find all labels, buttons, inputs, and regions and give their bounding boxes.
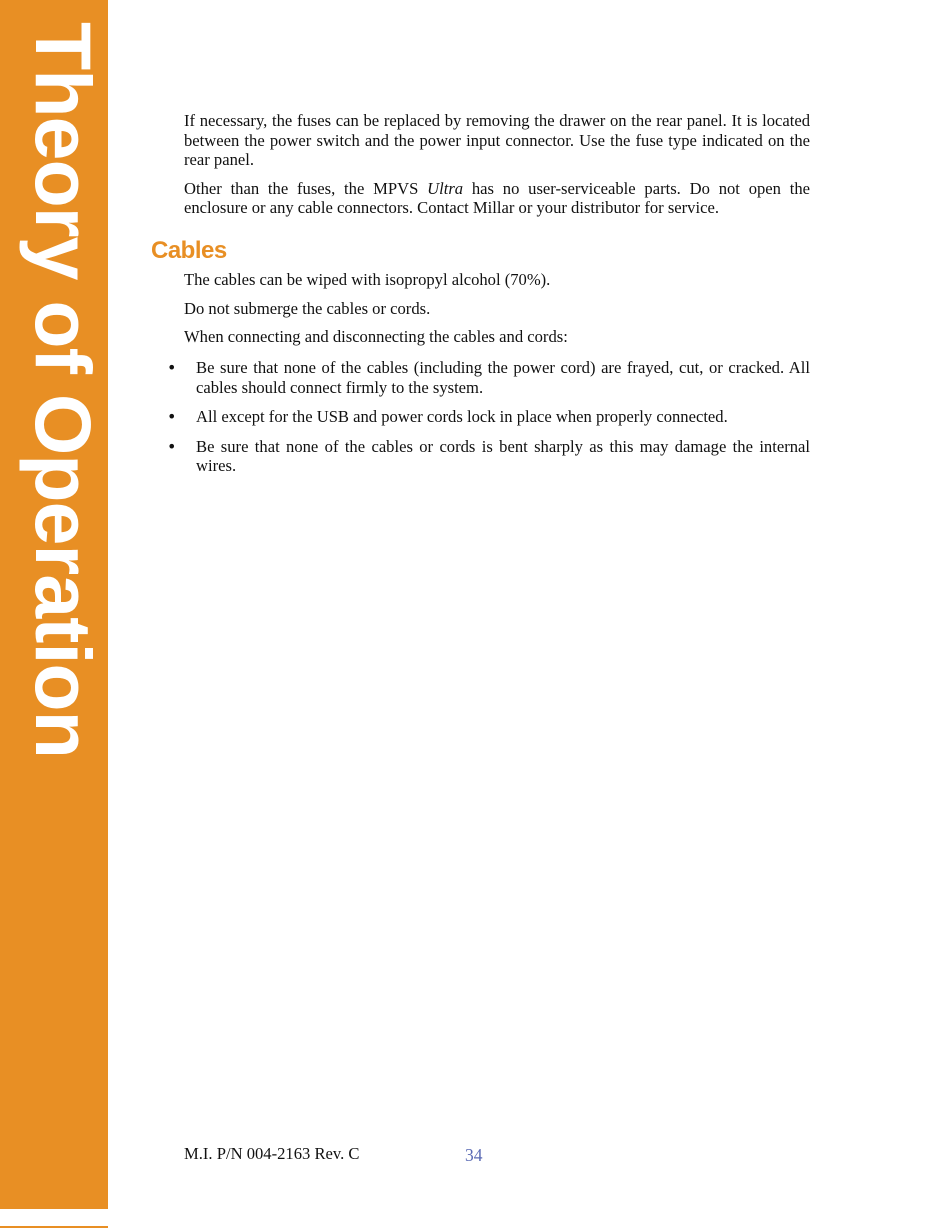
- connecting-paragraph: When connecting and disconnecting the cables and cords:: [184, 327, 568, 347]
- page-number: 34: [465, 1145, 483, 1165]
- list-item: [166, 358, 810, 397]
- chapter-side-bar: [0, 0, 108, 1209]
- section-heading-cables: Cables: [151, 237, 227, 264]
- footer-document-number: M.I. P/N 004-2163 Rev. C: [184, 1144, 360, 1163]
- list-item-text: Be sure that none of the cables or cords is bent sharply as this may damage the internal wires.: [196, 436, 810, 476]
- intro-section: [184, 111, 810, 227]
- list-item: [166, 437, 810, 476]
- fuse-paragraph: If necessary, the fuses can be replaced by removing the drawer on the rear panel. It is located between the power switch and the power input connector. Use the fuse type indicated on the rear panel.: [184, 111, 810, 170]
- service-text-end: has no user-serviceable parts. Do not open the enclosure or any cable connectors. Contact Millar or your distributor for service.: [184, 178, 811, 218]
- product-name-italic: Ultra: [427, 178, 464, 198]
- list-item: [166, 407, 810, 427]
- list-item-text: All except for the USB and power cords lock in place when properly connected.: [196, 407, 728, 427]
- list-item-text: Be sure that none of the cables (including the power cord) are frayed, cut, or cracked. All cables should connect firmly to the system.: [196, 358, 810, 397]
- bullet-list: [166, 358, 810, 486]
- cables-section: [184, 270, 810, 356]
- cleaning-paragraph: The cables can be wiped with isopropyl alcohol (70%).: [184, 270, 551, 289]
- bullet-icon: •: [167, 358, 177, 377]
- bullet-icon: •: [167, 407, 177, 427]
- chapter-title: Theory of Operation: [19, 22, 108, 758]
- submerge-paragraph: Do not submerge the cables or cords.: [184, 298, 431, 318]
- service-text-start: Other than the fuses, the MPVS: [184, 178, 428, 198]
- service-paragraph: [184, 179, 810, 218]
- side-bar-bottom-line: [0, 1226, 108, 1228]
- bullet-icon: •: [167, 436, 177, 456]
